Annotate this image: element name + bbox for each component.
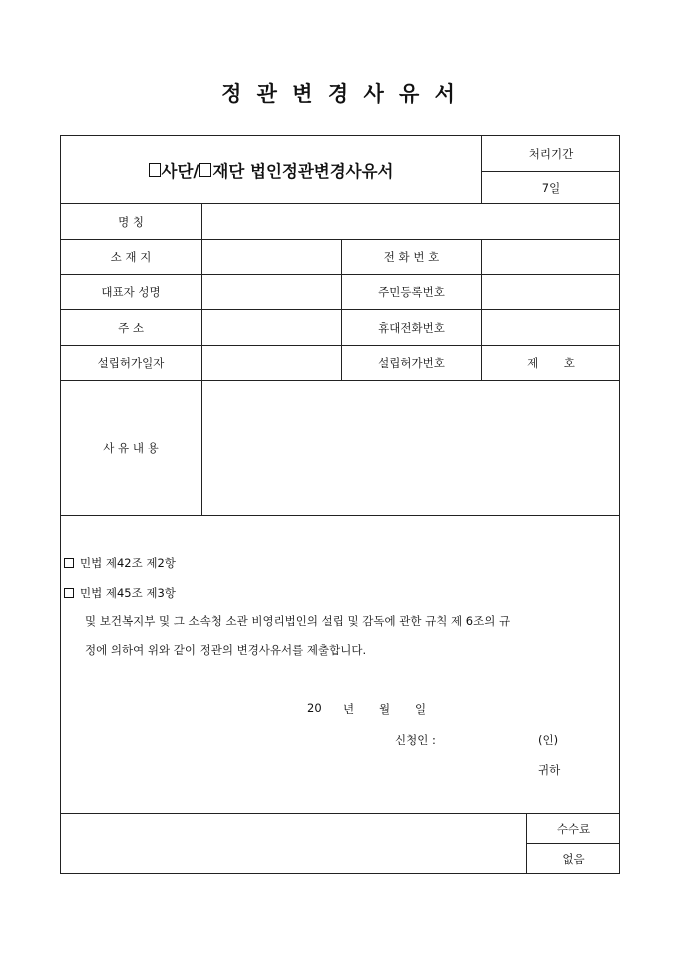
date-year-unit: 년	[343, 702, 355, 716]
checkbox-icon-civil-45[interactable]	[64, 588, 74, 598]
seal-mark: (인)	[538, 733, 559, 747]
fee-label: 수수료	[556, 821, 591, 836]
label-reason: 사 유 내 용	[103, 441, 159, 455]
field-location[interactable]	[202, 240, 341, 274]
field-resident-number[interactable]	[482, 275, 620, 309]
checkbox-icon-civil-42[interactable]	[64, 558, 74, 568]
label-representative: 대표자 성명	[101, 285, 161, 299]
field-address[interactable]	[202, 310, 341, 345]
check-civil-42: 민법 제42조 제2항	[64, 555, 176, 571]
body-paragraph-1: 및 보건복지부 및 그 소속청 소관 비영리법인의 설립 및 감독에 관한 규칙 제 6조의 규	[85, 614, 511, 628]
label-location: 소 재 지	[110, 250, 152, 264]
page-title: 정 관 변 경 사 유 서	[221, 81, 459, 106]
date-day-unit: 일	[415, 702, 427, 716]
label-permit-number: 설립허가번호	[378, 356, 445, 370]
field-permit-number[interactable]: 제 호	[527, 356, 575, 370]
label-permit-date: 설립허가일자	[97, 356, 165, 370]
processing-period-value: 7일	[541, 180, 561, 195]
fee-value: 없음	[562, 851, 585, 866]
footer-blank	[61, 814, 526, 873]
field-name[interactable]	[202, 204, 620, 239]
date-year: 20	[307, 701, 322, 715]
label-mobile: 휴대전화번호	[378, 320, 445, 335]
application-form	[60, 135, 620, 874]
field-mobile[interactable]	[482, 310, 620, 345]
field-permit-date[interactable]	[202, 346, 341, 380]
date-month-unit: 월	[379, 702, 391, 716]
form-title: 사단/ 재단 법인정관변경사유서	[61, 136, 481, 203]
body-paragraph-2: 정에 의하여 위와 같이 정관의 변경사유서를 제출합니다.	[85, 643, 367, 657]
field-reason[interactable]	[202, 381, 620, 515]
applicant-label: 신청인 :	[395, 733, 436, 747]
processing-period-label: 처리기간	[528, 146, 574, 161]
label-resident-number: 주민등록번호	[378, 285, 445, 299]
checkbox-icon-jaedan[interactable]	[199, 163, 211, 177]
checkbox-icon-sadan[interactable]	[149, 163, 161, 177]
label-address: 주 소	[118, 320, 144, 335]
field-phone[interactable]	[482, 240, 620, 274]
label-phone: 전 화 번 호	[383, 250, 440, 264]
field-representative[interactable]	[202, 275, 341, 309]
check-civil-45: 민법 제45조 제3항	[64, 585, 176, 601]
label-name: 명 칭	[118, 214, 144, 229]
addressee: 귀하	[538, 763, 561, 777]
